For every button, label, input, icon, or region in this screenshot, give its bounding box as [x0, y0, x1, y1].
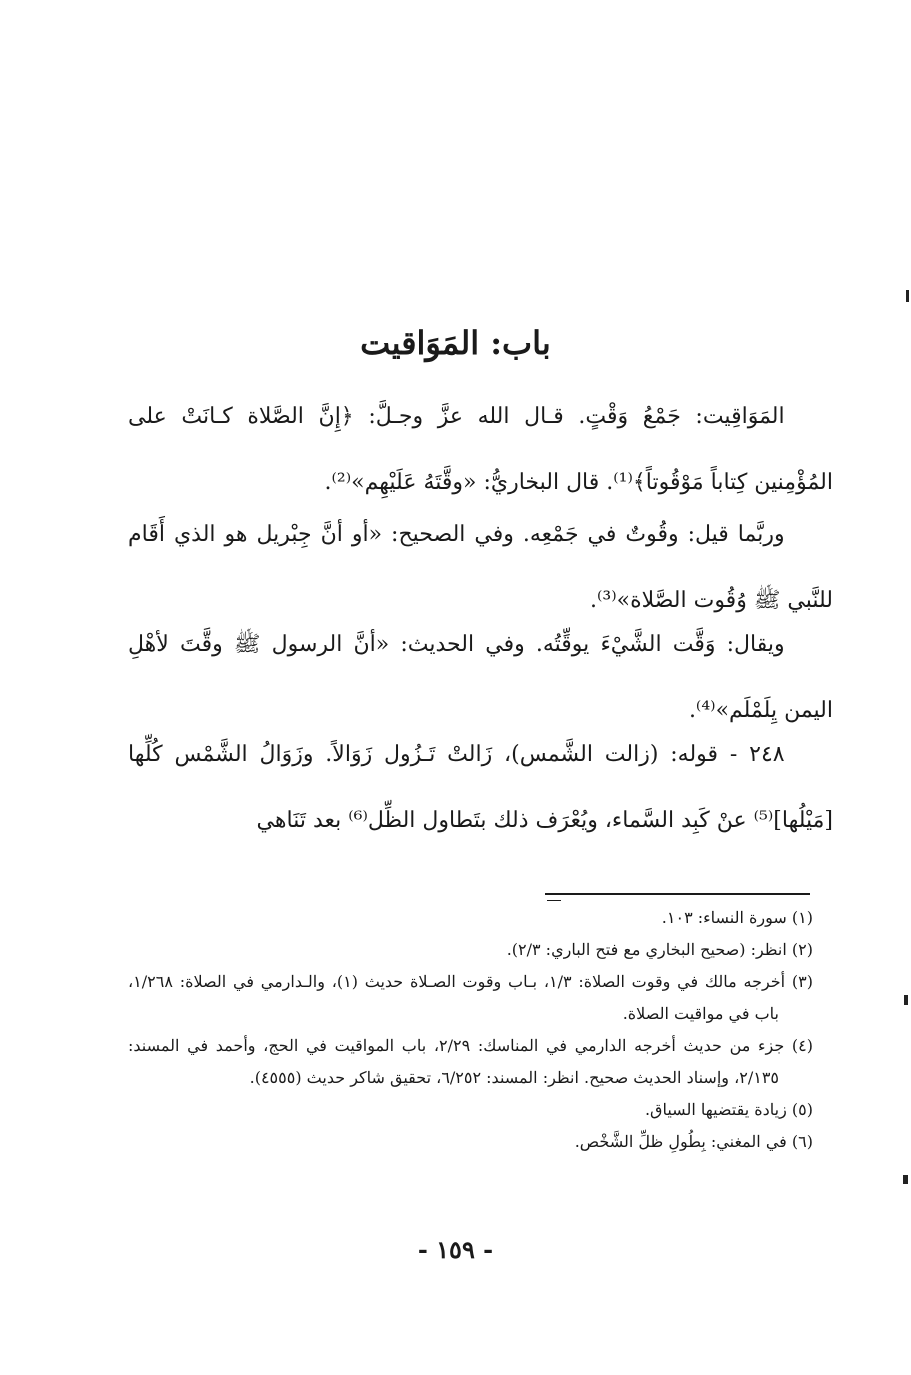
- footnote-2: (٢) انظر: (صحيح البخاري مع فتح الباري: ٢/٣).: [506, 940, 813, 959]
- footnote-divider: [545, 893, 810, 895]
- footnote-6: (٦) في المغني: بِطُولِ ظلِّ الشَّخْص.: [574, 1132, 813, 1151]
- paragraph-text: ويقال: وَقَّت الشَّيْءَ يوقِّتُه. وفي الحديث: «أنَّ الرسول ﷺ وقَّتَ لأهْلِ اليمن يِلَمْلَم»⁽⁴⁾.: [128, 632, 833, 723]
- scan-edge-mark: [904, 995, 908, 1005]
- footnote-5: (٥) زيادة يقتضيها السياق.: [644, 1100, 813, 1119]
- page-number: - ١٥٩ -: [417, 1235, 494, 1264]
- paragraph-1: [128, 384, 833, 516]
- paragraph-4: [128, 722, 833, 854]
- footnotes: [128, 902, 813, 1158]
- footnote-4: (٤) جزء من حديث أخرجه الدارمي في المناسك: ٢/٢٩، باب المواقيت في الحج، وأحمد في المسند: ٢/١٣٥، وإسناد الحديث صحيح. انظر: المسند: ٦/٢٥٢، تحقيق شاكر حديث (٤٥٥٥).: [128, 1036, 814, 1087]
- scan-edge-mark: [903, 1175, 908, 1184]
- footnote-divider-tick: [547, 900, 561, 901]
- paragraph-text: وربَّما قيل: وقُوتٌ في جَمْعِه. وفي الصحيح: «أو أنَّ جِبْريل هو الذي أَقَام للنَّبي ﷺ وُقُوت الصَّلاة»⁽³⁾.: [128, 522, 833, 613]
- paragraph-text: ٢٤٨ - قوله: (زالت الشَّمس)، زَالتْ تَـزُول زَوَالاً. وزَوَالُ الشَّمْس كُلِّها [مَيْلُها]⁽⁵⁾ عنْ كَبِد السَّماء، ويُعْرَف ذلك بتَطاول الظِّل⁽⁶⁾ بعد تَنَاهي: [128, 742, 833, 833]
- scan-edge-mark: [906, 290, 909, 302]
- paragraph-text: المَوَاقِيت: جَمْعُ وَقْتٍ. قـال الله عزَّ وجـلَّ: ﴿إِنَّ الصَّلاة كـانَتْ على المُؤْمِنين كِتاباً مَوْقُوتاً﴾⁽¹⁾. قال البخاريُّ: «وقَّتَهُ عَلَيْهِم»⁽²⁾.: [128, 404, 833, 495]
- footnote-3: (٣) أخرجه مالك في وقوت الصلاة: ١/٣، بـاب وقوت الصـلاة حديث (١)، والـدارمي في الصلاة: ١/٢٦٨، باب في مواقيت الصلاة.: [128, 972, 813, 1023]
- chapter-title: باب: المَوَاقيت: [360, 324, 551, 362]
- footnote-1: (١) سورة النساء: ١٠٣.: [661, 908, 813, 927]
